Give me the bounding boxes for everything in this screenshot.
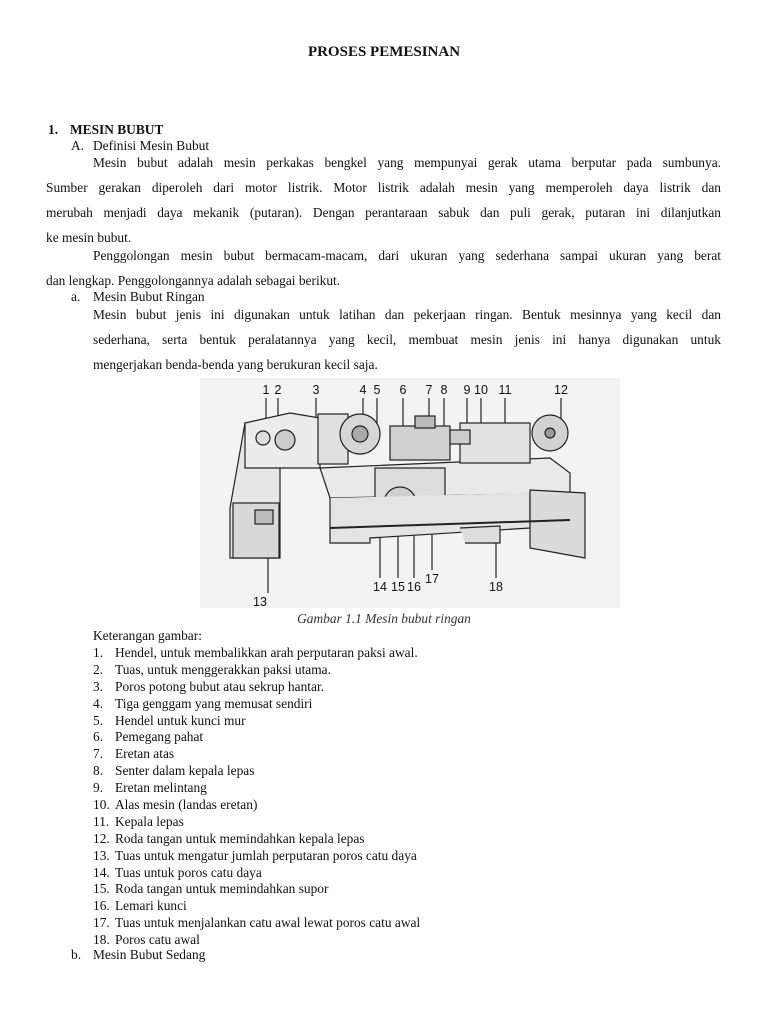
legend-item	[93, 679, 420, 696]
paragraph-line: merubah menjadi daya mekanik (putaran). Dengan perantaraan sabuk dan puli gerak, putaran ini dilanjutkan	[46, 205, 721, 220]
legend-item	[93, 797, 420, 814]
legend-number: 1.	[93, 645, 104, 660]
figure-label: 3	[312, 383, 320, 397]
legend-number: 16.	[93, 898, 110, 914]
legend-item	[93, 713, 420, 730]
legend-number: 8.	[93, 763, 104, 779]
legend-item	[93, 898, 420, 915]
figure-label: 9	[463, 383, 471, 397]
legend-item	[93, 763, 420, 780]
legend-text: Poros potong bubut atau sekrup hantar.	[115, 678, 325, 694]
legend-item	[93, 696, 420, 713]
legend-text: Poros catu awal	[115, 932, 200, 948]
subsection-text: Definisi Mesin Bubut	[93, 138, 210, 153]
tool-holder	[415, 416, 435, 428]
legend-number: 10.	[93, 797, 110, 813]
figure-label: 17	[425, 572, 439, 586]
legend-text: Roda tangan untuk memindahkan kepala lepas	[115, 830, 365, 846]
legend-number: 13.	[93, 847, 110, 863]
figure-label: 11	[498, 383, 512, 397]
figure-label: 7	[425, 383, 433, 397]
legend-text: Roda tangan untuk memindahkan supor	[115, 881, 329, 897]
tailstock-quill	[450, 430, 470, 444]
figure-caption: Gambar 1.1 Mesin bubut ringan	[297, 611, 471, 626]
legend-item	[93, 729, 420, 746]
lever-panel	[255, 510, 273, 524]
legend-item	[93, 915, 420, 932]
legend-number: 6.	[93, 729, 104, 745]
paragraph-classification	[46, 247, 721, 290]
figure-label: 18	[489, 580, 503, 594]
document-title: PROSES PEMESINAN	[307, 44, 461, 60]
legend-number: 17.	[93, 915, 110, 931]
legend-text: Tiga genggam yang memusat sendiri	[115, 695, 313, 711]
legend-item	[93, 881, 420, 898]
legend-item	[93, 865, 420, 882]
legend-number: 12.	[93, 830, 110, 846]
figure-label: 13	[253, 595, 267, 608]
legend-list	[93, 645, 420, 949]
legend-item	[93, 746, 420, 763]
figure-label: 10	[474, 383, 488, 397]
lathe-illustration	[200, 378, 620, 608]
legend-number: 5.	[93, 712, 104, 728]
section-heading	[48, 122, 163, 138]
item-text: Mesin Bubut Ringan	[93, 289, 205, 304]
paragraph-line: dan lengkap. Penggolongannya adalah sebagai berikut.	[46, 273, 341, 288]
legend-text: Tuas untuk mengatur jumlah perputaran poros catu daya	[115, 847, 417, 863]
legend-text: Tuas untuk poros catu daya	[115, 864, 262, 880]
legend-item	[93, 848, 420, 865]
paragraph-light-lathe	[93, 306, 721, 381]
item-label: a.	[71, 289, 81, 304]
legend-text: Hendel untuk kunci mur	[115, 712, 246, 728]
legend-title: Keterangan gambar:	[93, 628, 202, 643]
figure-label: 16	[407, 580, 421, 594]
chip-tray	[460, 526, 500, 543]
gear-knob	[275, 430, 295, 450]
section-number: 1.	[48, 122, 59, 137]
legend-text: Tuas, untuk menggerakkan paksi utama.	[115, 661, 331, 677]
section-heading-text: MESIN BUBUT	[70, 122, 164, 137]
lathe-figure	[200, 378, 620, 608]
paragraph-line: Mesin bubut jenis ini digunakan untuk latihan dan pekerjaan ringan. Bentuk mesinnya yang kecil dan	[93, 307, 721, 322]
right-stand	[530, 490, 585, 558]
legend-item	[93, 645, 420, 662]
legend-number: 18.	[93, 932, 110, 948]
item-label: b.	[71, 947, 82, 962]
legend-text: Kepala lepas	[115, 813, 184, 829]
item-a-heading	[71, 289, 205, 305]
legend-text: Pemegang pahat	[115, 729, 204, 745]
legend-item	[93, 814, 420, 831]
legend-text: Eretan atas	[115, 746, 175, 762]
paragraph-line: mengerjakan benda-benda yang berukuran kecil saja.	[93, 357, 378, 372]
legend-text: Tuas untuk menjalankan catu awal lewat poros catu awal	[115, 915, 421, 931]
legend-number: 3.	[93, 678, 104, 694]
item-text: Mesin Bubut Sedang	[93, 947, 206, 962]
figure-label: 4	[359, 383, 367, 397]
paragraph-definition	[46, 154, 721, 245]
figure-label: 6	[399, 383, 407, 397]
legend-text: Senter dalam kepala lepas	[115, 763, 255, 779]
subsection-heading	[71, 138, 209, 154]
paragraph-line: ke mesin bubut.	[46, 230, 132, 245]
subsection-label: A.	[71, 138, 85, 153]
paragraph-line: Penggolongan mesin bubut bermacam-macam, dari ukuran yang sederhana sampai ukuran yang berat	[93, 248, 721, 263]
legend-item	[93, 662, 420, 679]
legend-number: 4.	[93, 695, 104, 711]
paragraph-line: sederhana, serta bentuk peralatannya yang kecil, membuat mesin jenis ini hanya digunakan untuk	[93, 332, 721, 347]
figure-label: 8	[440, 383, 448, 397]
figure-label: 12	[554, 383, 568, 397]
paragraph-line: Mesin bubut adalah mesin perkakas bengkel yang mempunyai gerak utama berputar pada sumbunya.	[93, 155, 721, 170]
legend-number: 7.	[93, 746, 104, 762]
figure-label: 15	[391, 580, 405, 594]
legend-number: 2.	[93, 661, 104, 677]
tool-post	[390, 426, 450, 460]
legend-text: Alas mesin (landas eretan)	[115, 797, 258, 813]
legend-number: 14.	[93, 864, 110, 880]
legend-item	[93, 831, 420, 848]
legend-text: Hendel, untuk membalikkan arah perputaran paksi awal.	[115, 645, 418, 660]
item-b-heading	[71, 947, 205, 963]
legend-number: 9.	[93, 780, 104, 796]
speed-lever	[256, 431, 270, 445]
paragraph-line: Sumber gerakan diperoleh dari motor listrik. Motor listrik adalah mesin yang memperoleh daya listrik dan	[46, 180, 721, 195]
figure-label: 14	[373, 580, 387, 594]
figure-label: 1	[262, 383, 270, 397]
legend-number: 15.	[93, 881, 110, 897]
figure-label: 2	[274, 383, 282, 397]
legend-text: Lemari kunci	[115, 898, 187, 914]
legend-item	[93, 780, 420, 797]
figure-label: 5	[373, 383, 381, 397]
legend-number: 11.	[93, 813, 110, 829]
legend-text: Eretan melintang	[115, 780, 207, 796]
